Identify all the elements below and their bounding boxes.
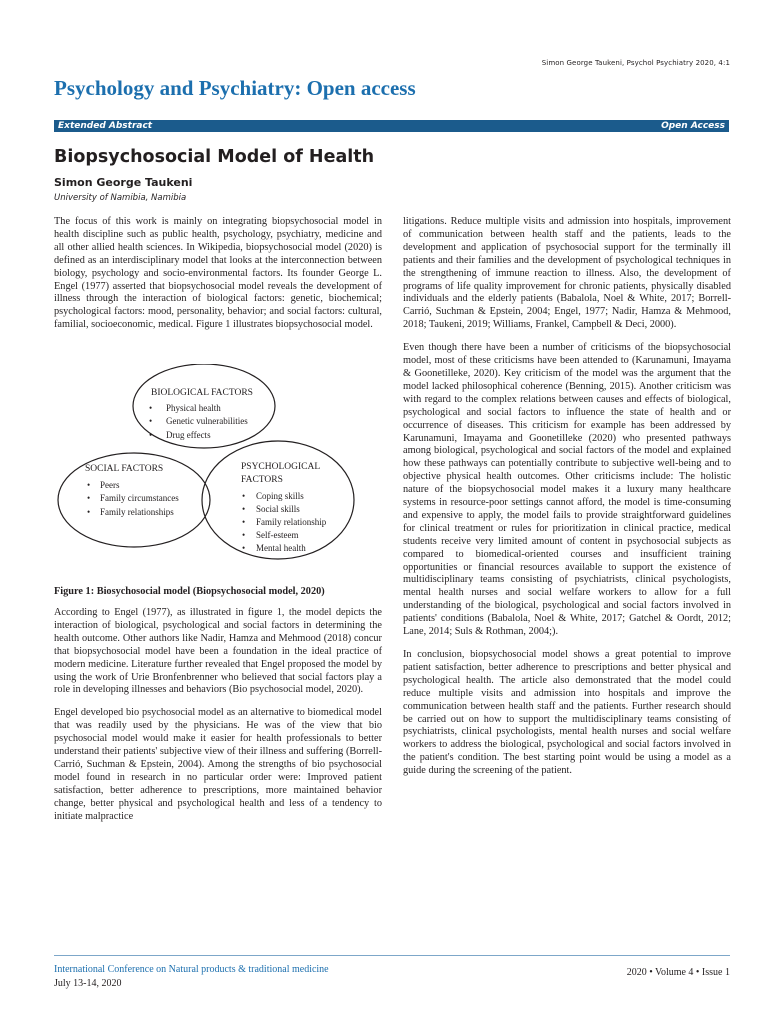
journal-title: Psychology and Psychiatry: Open access [54, 76, 416, 100]
footer-date: July 13-14, 2020 [54, 978, 122, 989]
biological-item: Drug effects [166, 430, 211, 440]
article-author: Simon George Taukeni [54, 176, 193, 189]
psychological-item: Social skills [256, 504, 300, 514]
biological-title: BIOLOGICAL FACTORS [151, 388, 253, 398]
left-column-intro [54, 216, 382, 332]
social-item: Peers [100, 480, 120, 490]
social-bullet: • [87, 493, 91, 503]
paragraph-litigations: litigations. Reduce multiple visits and admission into hospitals, improvement of communication between health staff and the patients, leads to the development and application of psychosocial support for the terminally ill patients and their families and the development of psychological techniques in the strengthening of immune reaction to illness. Also, the development of programs of life quality improvement for chronic patients, physically disabled individuals and the elderly patients (Babalola, Noel & White, 2017; Borrell-Carrió, Suchman & Epstein, 2004; Engel, 1977; Nadir, Hamza & Mehmood, 2018; Taukeni, 2019; Williams, Frankel, Campbell & Deci, 2000). [403, 216, 731, 331]
biological-item: Physical health [166, 403, 221, 413]
biological-item: Genetic vulnerabilities [166, 416, 248, 426]
paragraph-intro: The focus of this work is mainly on integrating biopsychosocial model in health discipline such as public health, psychology, psychiatry, medicine and all other allied health sciences. In Wikipedia, biopsychosocial model (2020) is defined as an interdisciplinary model that looks at the interconnection between biology, psychology and socio-environmental factors. Its founder George L. Engel (1977) asserted that biopsychosocial model reveals the development of illness through the interaction of biological factors: genetic, biochemical; psychological factors: mood, personality, behavior; and social factors: cultural, familial, socioeconomic, medical. Figure 1 illustrates biopsychosocial model. [54, 216, 382, 331]
biological-bullet: • [149, 430, 153, 440]
psychological-bullet: • [242, 543, 246, 553]
band-label-left: Extended Abstract [58, 121, 153, 131]
paragraph-engel: According to Engel (1977), as illustrated in figure 1, the model depicts the interaction of biological, psychological and social factors in determining the health outcome. Other authors like Nadir, Hamza and Mehmood (2018) concur that biopsychosocial model have been a foundation in the ideal practice of modern medicine. Literature further revealed that Engel proposed the model by using the work of Urie Bronfenbrenner who believed that social factors play a role in developing illnesses and behaviors (Bio psychosocial model, 2020). [54, 607, 382, 696]
psychological-bullet: • [242, 491, 246, 501]
band-label-right: Open Access [661, 121, 725, 131]
header-citation: Simon George Taukeni, Psychol Psychiatry 2020, 4:1 [541, 59, 730, 67]
psychological-bullet: • [242, 504, 246, 514]
figure-caption: Figure 1: Biosychosocial model (Biopsychosocial model, 2020) [54, 586, 325, 597]
social-bullet: • [87, 480, 91, 490]
psychological-title: PSYCHOLOGICAL [241, 462, 321, 472]
paragraph-criticisms: Even though there have been a number of criticisms of the biopsychosocial model, most of these criticisms have been attended to (Karunamuni, Imayama & Goonetilleke, 2020). Key criticism of the model was the argument that the model lacked philosophical coherence (Benning, 2015). Another criticism was with regard to the complex relations between causes and effects of biological, psychological and social factors to influence the state of health and or occurrence of diseases. This criticism for example has been addressed by Karunamuni, Imayama and Goonetilleke (2020) who presented pathways among biological, psychological and social factors of the model and explained how these pathways can potentially contribute to subjective well-being and to objective physical health outcomes. Other criticisms include: The holistic nature of the biopsychosocial model makes it a luxury many healthcare systems in resource-poor settings cannot afford, the model is time-consuming and expensive to apply, the model fails to provide straightforward guidelines for clinical treatment or rules for prioritization in clinical practice, medical students receive very limited amount of content in psychosocial subjects as compared to biomedical-oriented courses and insufficient training opportunities or financial resources available to support the existence of multidisciplinary teams consisting of psychiatrists, clinical psychologists, mental health nurses and social welfare workers to allow for a full understanding of the biological, psychological and social factors involved in patients' conditions (Babalola, Noel & White, 2017; Gatchel & Oordt, 2012; Lane, 2014; Suls & Rothman, 2004;). [403, 342, 731, 638]
section-band [54, 120, 729, 132]
psychological-item: Mental health [256, 543, 306, 553]
paragraph-strengths: Engel developed bio psychosocial model as an alternative to biomedical model that was readily used by the physicians. He was of the view that bio psychosocial model would make it easier for health professionals to better understand their patients' subjective view of their illness and suffering (Borrell-Carrió, Suchman & Epstein, 2004). Among the strengths of bio psychosocial model found in research in no particular order were: Improved patient satisfaction, better adherence to prescriptions, more maintained behavior change, better physical and psychological health and less of a tendency to initiate malpractice [54, 707, 382, 822]
right-column-body [403, 216, 731, 788]
article-affiliation: University of Namibia, Namibia [54, 193, 187, 203]
social-item: Family relationships [100, 507, 174, 517]
psychological-item: Family relationship [256, 517, 327, 527]
article-title: Biopsychosocial Model of Health [54, 147, 375, 167]
psychological-item: Self-esteem [256, 530, 299, 540]
social-title: SOCIAL FACTORS [85, 464, 164, 474]
footer-conference: International Conference on Natural products & traditional medicine [54, 964, 329, 975]
left-column-body [54, 607, 382, 834]
psychological-bullet: • [242, 530, 246, 540]
footer-divider [54, 955, 730, 956]
social-item: Family circumstances [100, 493, 179, 503]
social-bullet: • [87, 507, 91, 517]
footer-volume: 2020 • Volume 4 • Issue 1 [626, 967, 730, 978]
paragraph-conclusion: In conclusion, biopsychosocial model shows a great potential to improve patient satisfaction, better adherence to prescriptions and better physical and psychological health. The article also demonstrated that the model could reduce multiple visits and admission into hospitals and improve the communication between health staff and the patients. Further research should be carried out on how to support the multidisciplinary teams consisting of psychiatrists, clinical psychologists, mental health nurses and social welfare workers to address the biological, psychological and social factors involved in the patient's condition. The best starting point would be using a model as a guide during the screening of the patient. [403, 649, 731, 777]
psychological-title: FACTORS [241, 475, 283, 485]
biological-bullet: • [149, 416, 153, 426]
biopsychosocial-diagram [54, 364, 384, 574]
psychological-bullet: • [242, 517, 246, 527]
psychological-item: Coping skills [256, 491, 304, 501]
biological-bullet: • [149, 403, 153, 413]
